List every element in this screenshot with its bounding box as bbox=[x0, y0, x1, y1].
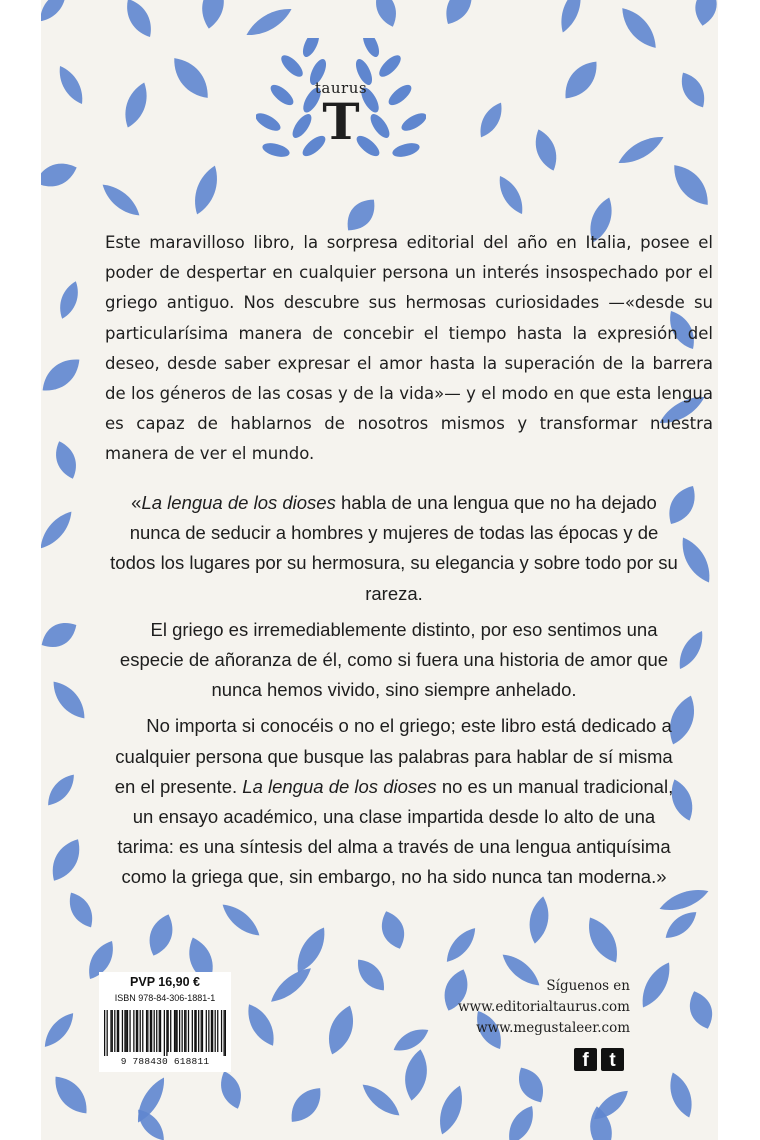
petal bbox=[556, 0, 587, 35]
quote-paragraph-2: El griego es irremediablemente distinto, por eso sentimos una especie de añoranza de él, como si fuera una historia de amor que nunca hemos vivido, sino siempre anhelado. bbox=[119, 618, 669, 701]
petal bbox=[41, 1008, 79, 1051]
petal bbox=[358, 1079, 404, 1121]
quote-open-mark: « bbox=[131, 492, 142, 513]
petal bbox=[198, 0, 227, 30]
social-icons bbox=[574, 1048, 628, 1072]
petal bbox=[530, 126, 562, 174]
petal bbox=[666, 158, 716, 211]
petal bbox=[41, 352, 86, 399]
petal bbox=[502, 1101, 540, 1140]
petal bbox=[41, 0, 72, 26]
website-link-megustaleer[interactable]: www.megustaleer.com bbox=[476, 1020, 630, 1036]
petal bbox=[475, 99, 508, 141]
petal bbox=[41, 616, 82, 654]
petal bbox=[290, 923, 332, 977]
petal bbox=[47, 676, 92, 724]
petal bbox=[243, 3, 296, 42]
petal bbox=[376, 908, 409, 953]
price-label: PVP 16,90 € bbox=[130, 975, 200, 989]
petal bbox=[284, 1081, 328, 1128]
petal bbox=[664, 1069, 697, 1120]
petal bbox=[144, 911, 179, 960]
back-cover bbox=[41, 0, 718, 1140]
petal bbox=[54, 62, 89, 108]
logo-wordmark: taurus bbox=[314, 79, 368, 97]
book-blurb: Este maravilloso libro, la sorpresa editorial del año en Italia, posee el poder de despertar en cualquier persona un interés insospechado por el griego antiguo. Nos descubre sus hermosas curiosidades —«desde su particularísima manera de concebir el tiempo hasta la expresión del deseo, desde saber expresar el amor hasta la superación de la barrera de los géneros de las cosas y de la vida»— y el modo en que esta lengua es capaz de hablarnos de nosotros mismos y transformar nuestra manera de ver el mundo. bbox=[105, 233, 713, 464]
barcode-panel bbox=[99, 972, 231, 1072]
petal bbox=[63, 888, 99, 932]
petal bbox=[512, 1062, 550, 1107]
petal bbox=[98, 179, 144, 221]
logo-t-letter: T bbox=[322, 92, 360, 151]
ean-number: 9 788430 618811 bbox=[120, 1056, 210, 1067]
petal bbox=[41, 158, 80, 193]
facebook-icon[interactable]: f bbox=[574, 1048, 597, 1071]
quote-paragraph-3 bbox=[105, 711, 683, 892]
petal bbox=[216, 1068, 247, 1112]
follow-us-block bbox=[458, 976, 630, 1039]
quote-paragraph-1 bbox=[105, 488, 683, 609]
petal bbox=[684, 988, 717, 1033]
petal bbox=[615, 131, 668, 170]
petal bbox=[51, 438, 82, 482]
petal bbox=[120, 0, 158, 42]
quote-paragraph-3-start: No importa si conocéis o no el griego; este libro está dedicado a cualquier persona que busque las palabras para hablar de sí misma en el presente. bbox=[114, 715, 673, 797]
isbn-label: ISBN 978-84-306-1881-1 bbox=[114, 993, 216, 1003]
petal bbox=[322, 1002, 360, 1058]
petal bbox=[48, 1070, 95, 1120]
petal bbox=[675, 68, 711, 112]
petal bbox=[401, 1048, 431, 1103]
taurus-logo bbox=[256, 38, 426, 168]
follow-label: Síguenos en bbox=[546, 978, 630, 994]
petal bbox=[351, 954, 391, 996]
petal bbox=[42, 770, 79, 810]
petal bbox=[241, 1000, 281, 1051]
petal bbox=[371, 0, 402, 30]
petal bbox=[218, 899, 264, 941]
petal bbox=[661, 906, 701, 943]
petal bbox=[189, 162, 224, 217]
quote-paragraph-3-end: no es un manual tradicional, un ensayo académico, una clase impartida desde lo alto de una tarima: es una síntesis del alma a través de una lengua antiquísima como la griega que, sin embargo, no ha sido nunca tan moderna.» bbox=[117, 775, 674, 888]
petal bbox=[266, 963, 315, 1008]
barcode-icon bbox=[104, 1010, 226, 1056]
book-title-italic-2: La lengua de los dioses bbox=[242, 775, 437, 797]
petal bbox=[558, 55, 605, 105]
book-quote bbox=[105, 488, 683, 899]
quote-paragraph-1-text: habla de una lengua que no ha dejado nunca de seducir a hombres y mujeres de todas las épocas y de todos los lugares por su hermosura, su elegancia y sobre todo por su rareza. bbox=[110, 492, 678, 604]
petal bbox=[434, 1082, 469, 1137]
petal bbox=[119, 79, 152, 130]
petal bbox=[45, 834, 87, 886]
petal bbox=[439, 0, 479, 29]
petal bbox=[635, 958, 677, 1012]
petal bbox=[41, 507, 77, 553]
website-link-taurus[interactable]: www.editorialtaurus.com bbox=[457, 999, 630, 1015]
petal bbox=[692, 0, 718, 28]
petal bbox=[581, 912, 625, 968]
tuenti-icon[interactable]: t bbox=[601, 1048, 624, 1071]
petal bbox=[526, 895, 552, 945]
petal bbox=[494, 172, 529, 218]
petal bbox=[166, 51, 216, 104]
petal bbox=[441, 923, 481, 966]
book-title-italic: La lengua de los dioses bbox=[141, 492, 336, 513]
petal bbox=[55, 279, 83, 322]
petal bbox=[390, 1024, 432, 1057]
petal bbox=[615, 2, 662, 53]
